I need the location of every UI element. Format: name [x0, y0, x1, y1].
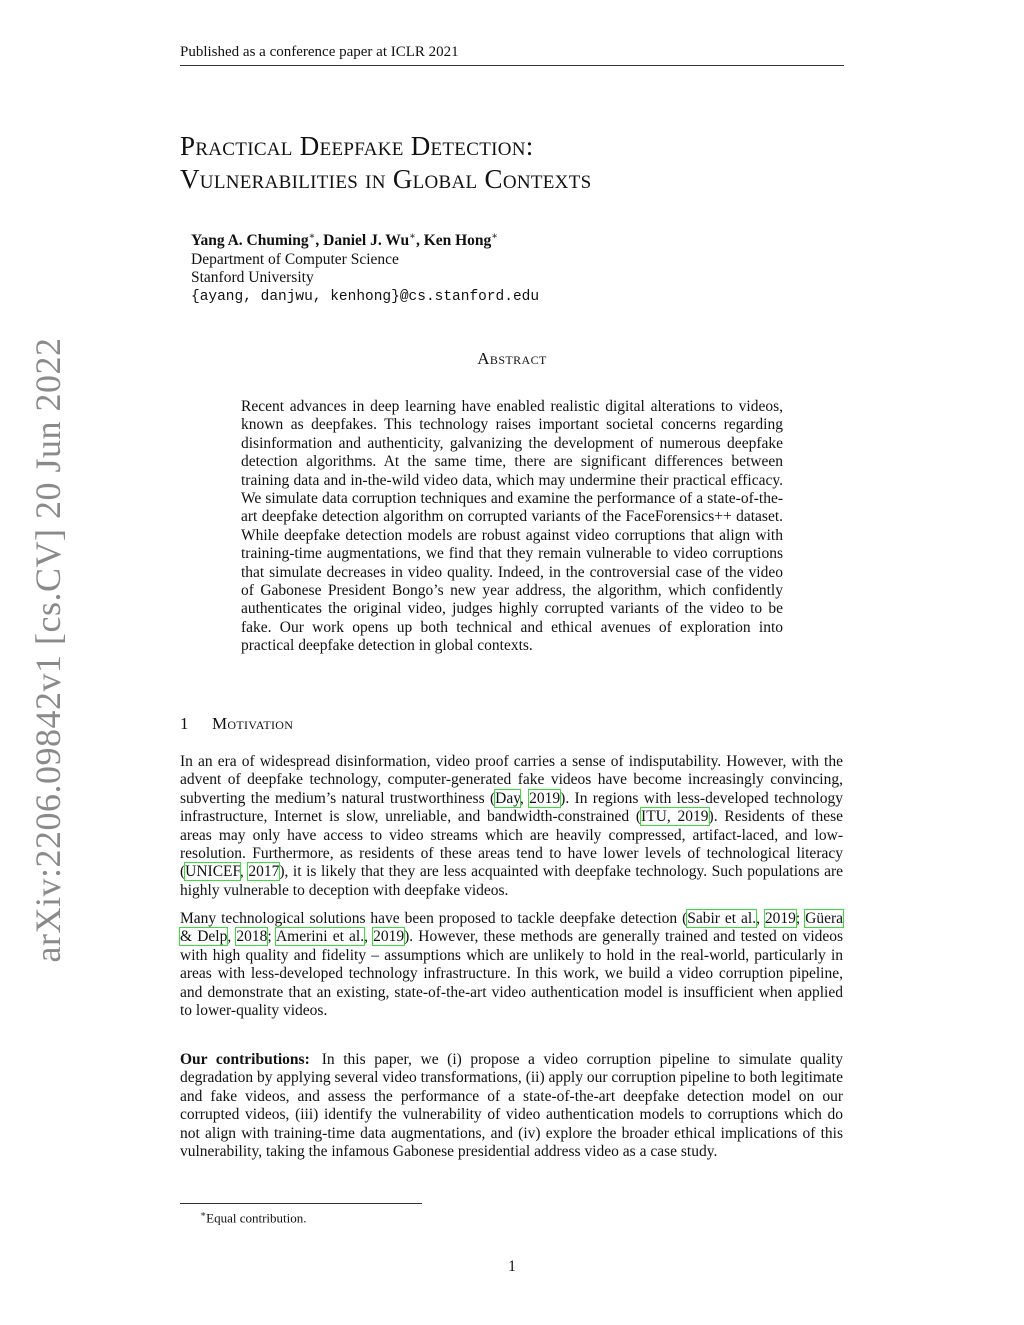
- citation-link[interactable]: 2019: [373, 928, 405, 946]
- citation-separator: ;: [795, 910, 806, 927]
- paragraph-text: In an era of widespread disinformation, video proof carries a sense of indisputability. However, with the advent of deepfake technology, computer-generated fake videos have become increasingly convincing, subverting the medium’s natural trustworthiness (: [180, 753, 843, 807]
- citation-link[interactable]: 2019: [529, 789, 561, 807]
- paragraph-text: ), it is likely that they are less acquainted with deepfake technology. Such populations are highly vulnerable to deception with deepfake videos.: [180, 863, 844, 899]
- citation-separator: ;: [267, 928, 276, 946]
- citation-separator: ,: [519, 789, 530, 807]
- citation-link[interactable]: Sabir et al.: [687, 910, 757, 927]
- citation-link[interactable]: UNICEF: [185, 863, 240, 881]
- running-header: Published as a conference paper at ICLR 2021: [180, 44, 844, 66]
- paragraph-text: In this paper, we (i) propose a video corruption pipeline to simulate quality degradation by applying several video transformations, (ii) apply our corruption pipeline to both legitimate and fake videos, and assess the performance of a state-of-the-art deepfake detection model on our corrupted videos, (iii) identify the vulnerability of video authentication models to corruptions which do not align with training-time data augmentations, and (iv) explore the broader ethical implications of this vulnerability, taking the infamous Gabonese presidential address video as a case study.: [180, 1051, 843, 1161]
- title-line-1: Practical Deepfake Detection:: [180, 131, 534, 161]
- author-name: Yang A. Chuming: [191, 232, 309, 250]
- footnote-text: Equal contribution.: [206, 1210, 307, 1226]
- footnote-mark: ∗: [200, 1209, 207, 1219]
- author-names: Yang A. Chuming∗, Daniel J. Wu∗, Ken Hong∗: [191, 231, 499, 250]
- citation-link[interactable]: 2019: [764, 910, 796, 927]
- paragraph-text: ). In regions with less-developed technology infrastructure, Internet is slow, unreliable, and bandwidth-constrained (: [180, 789, 843, 826]
- paper-title: [180, 130, 880, 196]
- arxiv-identifier: arXiv:2206.09842v1 [cs.CV] 20 Jun 2022: [28, 337, 68, 963]
- paragraph-text: ). Residents of these areas may only have access to video streams which are heavily compressed, artifact-laced, and low-resolution. Furthermore, as residents of these areas tend to have lower levels of technological literacy (: [180, 808, 843, 881]
- citation-link[interactable]: Güera & Delp: [180, 910, 844, 946]
- footnote: [200, 1209, 307, 1226]
- citation-link[interactable]: Day: [495, 789, 520, 807]
- title-line-2: Vulnerabilities in Global Contexts: [180, 164, 592, 194]
- equal-contribution-mark: ∗: [409, 231, 416, 242]
- author-name: Ken Hong: [423, 232, 492, 250]
- citation-link[interactable]: 2017: [248, 863, 280, 881]
- citation-separator: ,: [756, 910, 765, 927]
- citation-link[interactable]: ITU, 2019: [641, 808, 709, 826]
- abstract-body: Recent advances in deep learning have enabled realistic digital alterations to videos, known as deepfakes. This technology raises important societal concerns regarding disinformation and authenticity, galvanizing the development of numerous deepfake detection algorithms. At the same time, there are significant differences between training data and in-the-wild video data, which may undermine their practical efficacy. We simulate data corruption techniques and examine the performance of a state-of-the-art deepfake detection algorithm on corrupted variants of the FaceForensics++ dataset. While deepfake detection models are robust against video corruptions that align with training-time augmentations, we find that they remain vulnerable to video corruptions that simulate decreases in video quality. Indeed, in the controversial case of the video of Gabonese President Bongo’s new year address, the algorithm, which confidently authenticates the original video, judges highly corrupted variants of the video to be fake. Our work opens up both technical and ethical avenues of exploration into practical deepfake detection in global contexts.: [241, 398, 783, 655]
- citation-separator: ,: [227, 928, 237, 946]
- contributions-paragraph: [180, 1051, 843, 1161]
- author-university: Stanford University: [191, 269, 314, 287]
- paragraph-text: ). However, these methods are generally trained and tested on videos with high quality and fidelity – assumptions which are unlikely to hold in the real-world, particularly in areas with less-developed technology infrastructure. In this work, we build a video corruption pipeline, and demonstrate that an existing, state-of-the-art video authentication model is insufficient when applied to lower-quality videos.: [180, 928, 844, 1020]
- page-number: 1: [508, 1258, 516, 1275]
- author-block: [191, 228, 831, 306]
- motivation-paragraph-1: [180, 753, 843, 900]
- motivation-paragraph-2: [180, 910, 843, 1020]
- citation-link[interactable]: Amerini et al.: [275, 928, 365, 946]
- section-title: Motivation: [212, 714, 294, 733]
- footnote-divider: [180, 1203, 422, 1204]
- paragraph-text: Many technological solutions have been proposed to tackle deepfake detection (: [180, 910, 688, 927]
- citation-separator: ,: [364, 928, 374, 946]
- author-emails: {ayang, danjwu, kenhong}@cs.stanford.edu: [191, 288, 540, 305]
- contributions-label: Our contributions:: [180, 1051, 310, 1068]
- citation-separator: ,: [239, 863, 249, 881]
- section-heading: [180, 714, 293, 734]
- section-number: 1: [180, 714, 189, 733]
- equal-contribution-mark: ∗: [308, 231, 316, 242]
- equal-contribution-mark: ∗: [491, 231, 499, 242]
- abstract-heading: Abstract: [477, 349, 547, 368]
- citation-link[interactable]: 2018: [236, 928, 268, 946]
- author-name: Daniel J. Wu: [323, 232, 410, 250]
- author-department: Department of Computer Science: [191, 250, 399, 268]
